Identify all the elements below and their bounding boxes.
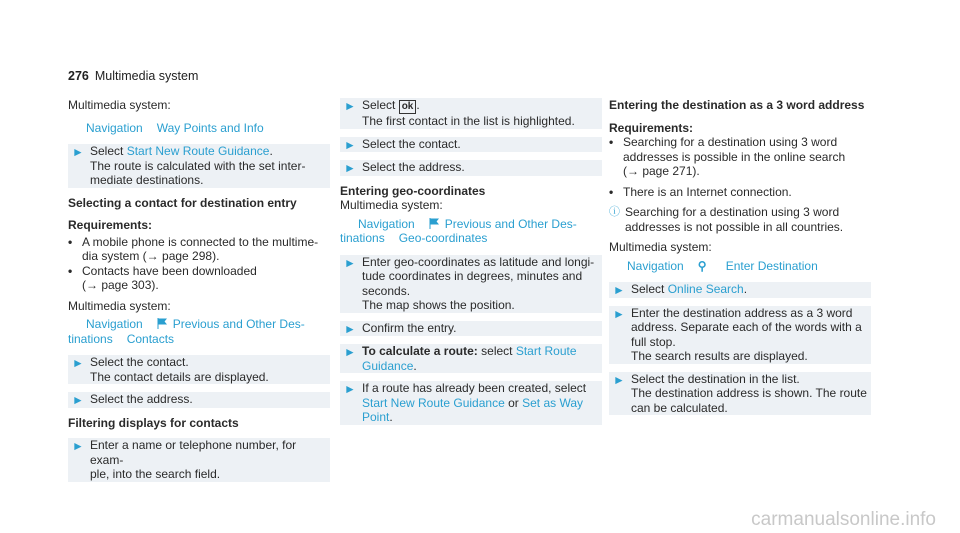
list-text: A mobile phone is connected to the multime-	[82, 234, 319, 249]
menu-path	[627, 259, 871, 274]
step-text: or	[504, 395, 523, 410]
step-text: full stop.	[631, 334, 676, 349]
bullet-icon: •	[609, 184, 614, 199]
step	[340, 137, 602, 153]
arrow-icon: ►	[344, 99, 356, 113]
step-text: .	[389, 410, 393, 424]
list-item	[68, 264, 330, 293]
search-icon: ⚲	[697, 258, 707, 273]
list-text: Searching for a destination using 3 word	[623, 135, 838, 149]
menu-item-navigation: Navigation	[358, 216, 415, 231]
step-text: The destination address is shown. The route	[631, 386, 867, 400]
page-number: 276	[68, 69, 89, 83]
arrow-icon: ►	[613, 306, 625, 321]
step-text: The search results are displayed.	[631, 349, 808, 363]
step	[609, 306, 871, 364]
step-text: Select the contact.	[362, 136, 461, 151]
section-heading: Selecting a contact for destination entry	[68, 195, 297, 210]
list-text: dia system (→ page 298).	[82, 249, 220, 263]
step-text: Select	[631, 282, 668, 296]
section-heading: Entering the destination as a 3 word address	[609, 98, 865, 112]
step-text: The map shows the position.	[362, 298, 515, 312]
bullet-icon: •	[68, 234, 73, 249]
step	[340, 321, 602, 337]
step-text: Select	[362, 98, 399, 112]
softkey-link: Point	[362, 410, 390, 424]
flag-icon	[157, 318, 167, 329]
arrow-icon: ►	[613, 283, 625, 297]
softkey-link: Start Route	[515, 344, 577, 358]
section-heading: Filtering displays for contacts	[68, 415, 239, 430]
menu-item-previous-cont: tinations	[340, 231, 385, 245]
section-heading: Entering geo-coordinates	[340, 183, 486, 198]
menu-intro: Multimedia system:	[609, 240, 712, 254]
step	[68, 144, 330, 188]
step	[340, 160, 602, 176]
step-bold-text: To calculate a route:	[362, 344, 478, 358]
arrow-icon: ►	[72, 439, 84, 453]
step-text: Enter geo-coordinates as latitude and longi-	[362, 254, 595, 269]
column-1	[68, 98, 330, 490]
step-text: mediate destinations.	[90, 173, 204, 187]
menu-item-previous: Previous and Other Des-	[172, 317, 305, 331]
arrow-icon: ►	[72, 393, 84, 407]
softkey-link: Set as Way	[522, 395, 584, 410]
step-text: Select the address.	[362, 160, 465, 174]
step-text: tude coordinates in degrees, minutes and	[362, 269, 583, 283]
bullet-icon: •	[68, 263, 73, 278]
step-text: Select	[90, 144, 127, 158]
menu-item-geo: Geo-coordinates	[398, 231, 488, 245]
arrow-icon: ►	[344, 137, 356, 152]
step-text: The first contact in the list is highlighted.	[362, 114, 575, 128]
step-text: Select the address.	[90, 392, 193, 406]
list-text: addresses is possible in the online search	[623, 149, 846, 164]
requirements-label: Requirements:	[609, 120, 694, 135]
menu-path	[68, 317, 330, 346]
step-text: select	[477, 344, 516, 358]
info-icon: ⓘ	[609, 206, 620, 218]
step	[609, 372, 871, 416]
softkey-link: Start New Route Guidance	[126, 144, 270, 158]
step-text: .	[416, 98, 420, 112]
info-note	[609, 205, 871, 234]
note-text: addresses is not possible in all countries.	[625, 219, 844, 234]
column-2	[340, 98, 602, 433]
softkey-link: Start New Route Guidance	[362, 395, 505, 410]
step-text: Confirm the entry.	[362, 320, 457, 335]
step-text: The route is calculated with the set inter-	[90, 158, 306, 173]
requirements-list	[609, 135, 871, 199]
step-text: Select the destination in the list.	[631, 371, 800, 386]
step	[609, 282, 871, 298]
menu-item-navigation: Navigation	[86, 317, 143, 331]
arrow-icon: ►	[344, 161, 356, 175]
page-header	[68, 69, 198, 84]
menu-item-previous: Previous and Other Des-	[444, 216, 577, 231]
menu-intro: Multimedia system:	[340, 198, 443, 212]
ok-button-icon: ok	[399, 100, 417, 114]
step-text: .	[269, 144, 273, 158]
arrow-icon: ►	[613, 372, 625, 387]
menu-item-navigation: Navigation	[86, 120, 143, 135]
menu-path	[86, 121, 330, 136]
step	[68, 438, 330, 482]
bullet-icon: •	[609, 135, 614, 149]
menu-path	[340, 217, 602, 246]
list-text: There is an Internet connection.	[623, 184, 792, 199]
menu-item-enter-destination: Enter Destination	[725, 258, 818, 273]
list-item	[68, 235, 330, 264]
list-text: Contacts have been downloaded	[82, 263, 257, 278]
step-text: .	[413, 358, 417, 373]
step-text: Enter a name or telephone number, for exam-	[90, 438, 297, 467]
menu-intro: Multimedia system:	[68, 298, 171, 313]
step-text: ple, into the search field.	[90, 467, 221, 481]
step	[340, 255, 602, 313]
flag-icon	[429, 218, 439, 229]
step-text: address. Separate each of the words with a	[631, 320, 862, 334]
menu-item-contacts: Contacts	[126, 331, 175, 346]
step	[340, 381, 602, 425]
step	[340, 98, 602, 129]
step-text: Select the contact.	[90, 355, 189, 369]
step	[68, 355, 330, 384]
note-text: Searching for a destination using 3 word	[625, 205, 840, 219]
step-text: seconds.	[362, 283, 411, 298]
step	[340, 344, 602, 373]
menu-intro: Multimedia system:	[68, 98, 171, 112]
step-text: can be calculated.	[631, 400, 728, 415]
arrow-icon: ►	[344, 255, 356, 270]
step-text: Enter the destination address as a 3 word	[631, 305, 853, 320]
step	[68, 392, 330, 408]
menu-item-waypoints: Way Points and Info	[156, 120, 264, 135]
arrow-icon: ►	[344, 382, 356, 396]
step-text: .	[743, 282, 748, 296]
list-text: (→ page 303).	[82, 278, 159, 292]
arrow-icon: ►	[344, 321, 356, 336]
arrow-icon: ►	[72, 145, 84, 159]
menu-item-previous-cont: tinations	[68, 331, 113, 346]
requirements-label: Requirements:	[68, 218, 153, 232]
step-text: The contact details are displayed.	[90, 369, 269, 384]
list-item	[609, 135, 871, 179]
step-text: If a route has already been created, select	[362, 381, 587, 395]
list-item	[609, 185, 871, 200]
section-title: Multimedia system	[94, 69, 199, 83]
requirements-list	[68, 235, 330, 293]
menu-item-navigation: Navigation	[627, 258, 684, 273]
list-text: (→ page 271).	[623, 164, 700, 178]
watermark: carmanualsonline.info	[751, 508, 936, 530]
softkey-link: Online Search	[667, 282, 744, 296]
arrow-icon: ►	[72, 356, 84, 370]
column-3	[609, 98, 871, 423]
softkey-link: Guidance	[362, 358, 414, 373]
arrow-icon: ►	[344, 345, 356, 359]
